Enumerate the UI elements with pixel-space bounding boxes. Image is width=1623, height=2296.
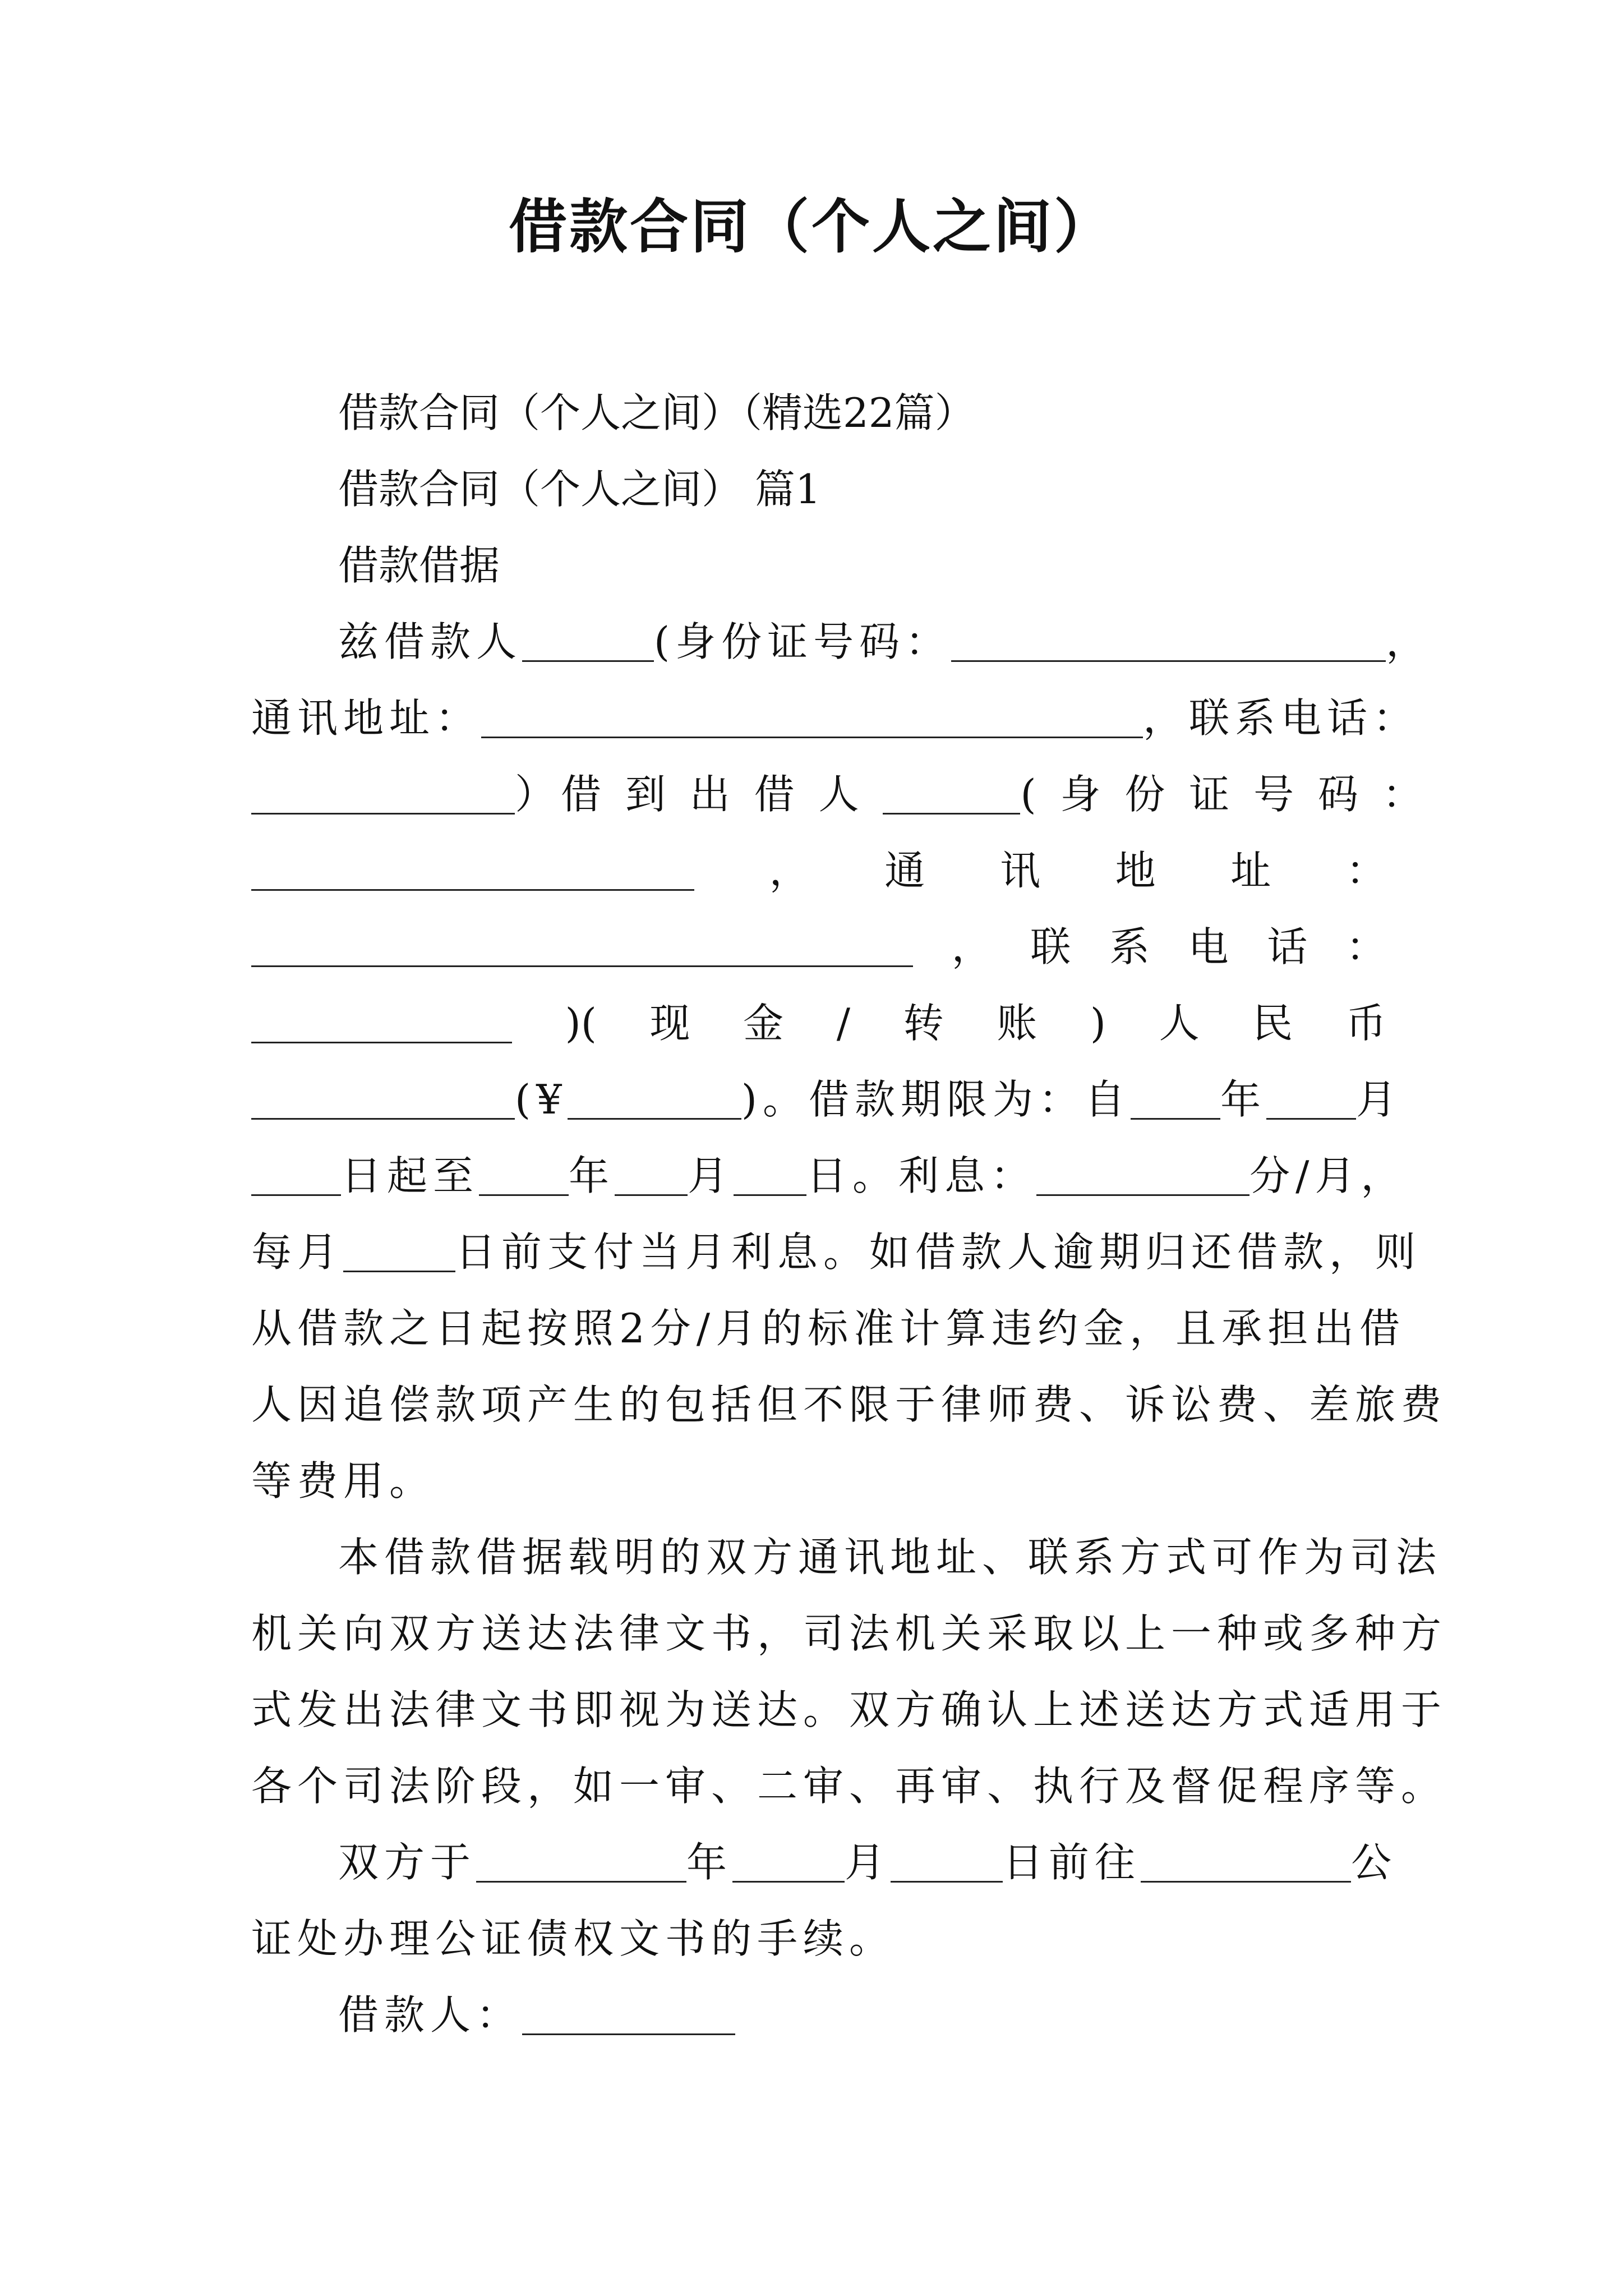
body-line: 兹借款人 (身份证号码： ， — [338, 618, 1432, 665]
body-line: 证处办理公证债权文书的手续。 — [251, 1915, 896, 1962]
blank-start-year[interactable] — [1131, 1083, 1220, 1120]
body-line: ， 通 讯 地 址 ： — [251, 850, 1386, 891]
body-line: )( 现 金 / 转 账 ) 人 民 币 — [251, 1003, 1386, 1043]
blank-borrower-phone[interactable] — [251, 778, 515, 815]
body-line: 本借款借据载明的双方通讯地址、联系方式可作为司法 — [338, 1534, 1442, 1581]
blank-notary-office[interactable] — [1141, 1846, 1351, 1883]
section-heading: 借款合同（个人之间） 篇1 — [338, 466, 821, 513]
blank-payment-day[interactable] — [343, 1236, 455, 1272]
blank-notary-day[interactable] — [891, 1846, 1003, 1883]
blank-notary-year[interactable] — [476, 1846, 686, 1883]
blank-end-month[interactable] — [615, 1159, 688, 1196]
blank-start-day[interactable] — [251, 1159, 341, 1196]
signature-line: 借款人： — [338, 1995, 1386, 2035]
blank-end-day[interactable] — [734, 1159, 806, 1196]
body-line: 等费用。 — [251, 1457, 436, 1504]
blank-lender-name[interactable] — [883, 778, 1020, 815]
blank-end-year[interactable] — [479, 1159, 569, 1196]
body-line: 日起至 年 月 日。利息： 分/月， — [251, 1156, 1386, 1196]
body-line: 每月 日前支付当月利息。如借款人逾期归还借款，则 — [251, 1228, 1422, 1276]
body-line: ， 联 系 电 话 ： — [251, 927, 1386, 967]
blank-notary-month[interactable] — [732, 1846, 845, 1883]
body-line: ）借 到 出 借 人 ( 身 份 证 号 码 ： — [251, 774, 1386, 815]
receipt-heading: 借款借据 — [338, 542, 500, 589]
body-line: 机关向双方送达法律文书，司法机关采取以上一种或多种方 — [251, 1610, 1447, 1657]
blank-borrower-name[interactable] — [522, 625, 654, 662]
blank-borrower-signature[interactable] — [522, 1999, 735, 2035]
document-subtitle: 借款合同（个人之间）（精选22篇） — [338, 389, 975, 436]
body-line: 双方于 年 月 日前往 公 — [338, 1839, 1398, 1886]
body-line: 各个司法阶段，如一审、二审、再审、执行及督促程序等。 — [251, 1763, 1447, 1810]
body-line: 式发出法律文书即视为送达。双方确认上述送达方式适用于 — [251, 1686, 1447, 1733]
blank-lender-phone[interactable] — [251, 1007, 512, 1043]
body-line: 从借款之日起按照2分/月的标准计算违约金，且承担出借 — [251, 1305, 1406, 1352]
blank-start-month[interactable] — [1266, 1083, 1356, 1120]
body-line: 通讯地址： ，联系电话： — [251, 694, 1419, 742]
blank-lender-address[interactable] — [251, 931, 913, 967]
blank-borrower-address[interactable] — [481, 702, 1143, 738]
blank-borrower-id[interactable] — [951, 625, 1386, 662]
blank-lender-id[interactable] — [251, 854, 694, 891]
blank-amount-words[interactable] — [251, 1083, 515, 1120]
blank-interest-rate[interactable] — [1036, 1159, 1249, 1196]
body-line: (¥ )。借款期限为：自 年 月 — [251, 1079, 1386, 1120]
blank-amount-number[interactable] — [568, 1083, 741, 1120]
document-title: 借款合同（个人之间） — [508, 192, 1114, 261]
body-line: 人因追偿款项产生的包括但不限于律师费、诉讼费、差旅费 — [251, 1381, 1447, 1428]
